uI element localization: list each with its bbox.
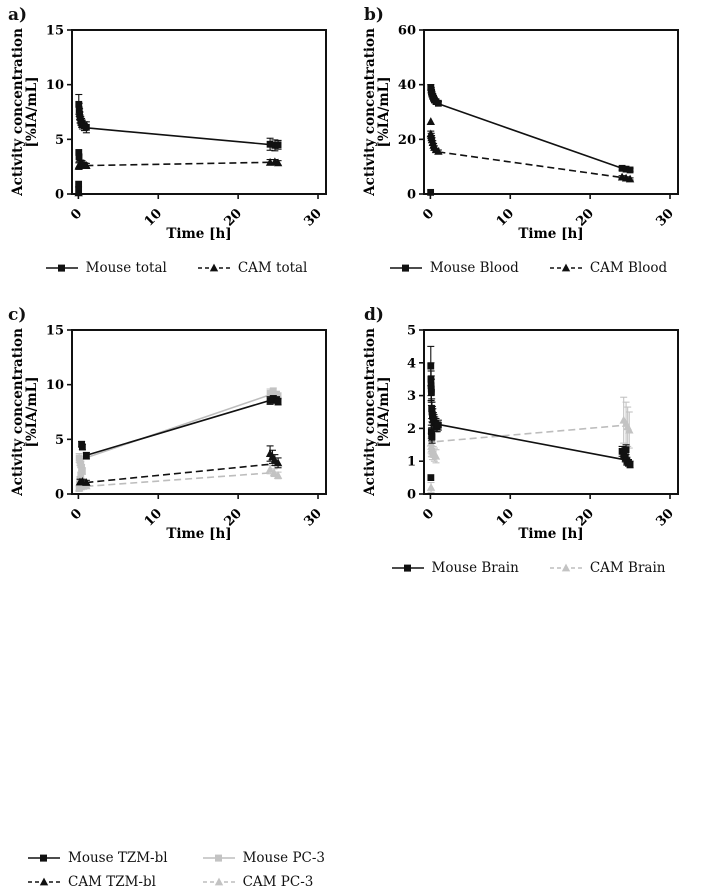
legend-item-mouse-pc-3: [202, 850, 325, 866]
data-point: [623, 446, 630, 453]
dashed-line-triangle-icon: [202, 875, 236, 889]
y-axis-title: Activity concentration[%IA/mL]: [10, 28, 40, 196]
data-point: [435, 100, 442, 107]
data-point: [627, 167, 634, 174]
data-point: [427, 117, 435, 125]
data-point: [83, 452, 90, 459]
y-axis-title: Activity concentration[%IA/mL]: [362, 328, 392, 496]
legend-label: Mouse Brain: [431, 560, 519, 576]
plot-d: [358, 324, 698, 554]
data-point: [427, 474, 434, 481]
y-tick-label: 15: [45, 24, 64, 39]
legend-item-cam-tzm-bl: [27, 874, 168, 890]
x-axis-title: Time [h]: [518, 226, 584, 242]
data-point: [428, 376, 435, 383]
y-tick-label: 5: [406, 324, 416, 339]
x-tick-label: 20: [573, 506, 597, 530]
y-tick-label: 0: [54, 487, 64, 503]
y-tick-label: 3: [406, 389, 416, 405]
plot-frame: [72, 30, 326, 194]
trend-line: [86, 128, 272, 145]
legend-label: Mouse total: [85, 260, 167, 276]
x-tick-label: 10: [493, 206, 518, 230]
x-tick-label: 20: [573, 206, 597, 230]
legend-label: Mouse TZM-bl: [68, 850, 168, 866]
solid-line-square-icon: [27, 851, 61, 865]
series-mouse-blood: [427, 84, 633, 196]
legend-label: CAM total: [237, 260, 308, 276]
x-tick-label: 0: [68, 206, 86, 224]
x-tick-label: 30: [653, 206, 677, 230]
legend-item-cam-brain: [549, 560, 666, 576]
solid-line-square-icon: [45, 261, 79, 275]
dashed-line-triangle-icon: [27, 875, 61, 889]
legend-label: CAM TZM-bl: [68, 874, 156, 890]
x-tick-label: 0: [420, 506, 438, 524]
y-tick-label: 60: [397, 24, 416, 39]
y-tick-label: 10: [45, 78, 64, 94]
dashed-line-triangle-icon: [197, 261, 231, 275]
panel-label-b: b): [364, 5, 384, 25]
solid-line-square-icon: [389, 261, 423, 275]
y-tick-label: 1: [406, 454, 416, 470]
panel-label-a: a): [8, 5, 28, 25]
series-mouse-pc-3: [76, 388, 282, 492]
data-point: [627, 461, 634, 468]
legend-b: [352, 260, 704, 276]
panel-d: [352, 300, 704, 605]
legend-item-mouse-blood: [389, 260, 519, 276]
legend-c: [30, 850, 326, 890]
x-tick-label: 30: [301, 506, 325, 530]
legend-item-mouse-brain: [391, 560, 519, 576]
legend-label: CAM PC-3: [242, 874, 314, 890]
panel-a: [0, 0, 352, 300]
x-tick-label: 30: [653, 506, 677, 530]
y-tick-label: 20: [397, 132, 416, 148]
data-point: [275, 141, 282, 148]
y-tick-label: 0: [406, 187, 416, 203]
panel-c: [0, 300, 352, 890]
dashed-line-triangle-icon: [549, 561, 583, 575]
trend-line: [438, 152, 624, 178]
trend-line: [86, 162, 272, 165]
y-tick-label: 40: [397, 78, 416, 94]
legend-a: [0, 260, 352, 276]
plot-b: [358, 24, 698, 254]
data-point: [275, 398, 282, 405]
y-tick-label: 0: [54, 187, 64, 203]
trend-line: [438, 424, 623, 459]
y-tick-label: 10: [45, 378, 64, 394]
panel-label-d: d): [364, 305, 384, 325]
x-tick-label: 0: [420, 206, 438, 224]
series-mouse-brain: [427, 346, 633, 481]
legend-label: Mouse PC-3: [242, 850, 326, 866]
legend-item-mouse-total: [45, 260, 167, 276]
y-tick-label: 0: [406, 487, 416, 503]
y-tick-label: 2: [406, 421, 416, 437]
series-cam-brain: [427, 397, 634, 492]
x-axis-title: Time [h]: [166, 526, 232, 542]
data-point: [428, 389, 435, 396]
panel-label-c: c): [8, 305, 27, 325]
x-tick-label: 10: [141, 206, 166, 230]
trend-line: [438, 104, 624, 169]
series-cam-total: [74, 157, 282, 196]
legend-item-cam-pc-3: [202, 874, 325, 890]
solid-line-square-icon: [202, 851, 236, 865]
x-tick-label: 20: [221, 506, 245, 530]
plot-a: [6, 24, 346, 254]
data-point: [83, 124, 90, 131]
legend-label: CAM Blood: [589, 260, 668, 276]
solid-line-square-icon: [391, 561, 425, 575]
legend-label: CAM Brain: [589, 560, 666, 576]
data-point: [427, 363, 434, 370]
dashed-line-triangle-icon: [549, 261, 583, 275]
legend-item-cam-blood: [549, 260, 667, 276]
x-tick-label: 10: [493, 506, 518, 530]
plot-frame: [72, 330, 326, 494]
plot-frame: [424, 330, 678, 494]
data-point: [429, 433, 436, 440]
y-axis-title: Activity concentration[%IA/mL]: [362, 28, 392, 196]
trend-line: [437, 425, 626, 441]
trend-line: [82, 393, 274, 459]
series-cam-pc-3: [75, 465, 282, 491]
data-point: [427, 483, 435, 491]
series-cam-blood: [427, 117, 635, 182]
legend-item-cam-total: [197, 260, 308, 276]
y-tick-label: 5: [54, 432, 64, 448]
y-tick-label: 4: [406, 356, 416, 372]
x-axis-title: Time [h]: [166, 226, 232, 242]
x-tick-label: 30: [301, 206, 325, 230]
plot-c: [6, 324, 346, 554]
y-axis-title: Activity concentration[%IA/mL]: [10, 328, 40, 496]
data-point: [435, 422, 442, 429]
series-mouse-total: [75, 95, 281, 194]
data-point: [79, 444, 86, 451]
x-tick-label: 0: [68, 506, 86, 524]
data-point: [76, 153, 83, 160]
legend-item-mouse-tzm-bl: [27, 850, 168, 866]
x-tick-label: 20: [221, 206, 245, 230]
y-tick-label: 5: [54, 132, 64, 148]
y-tick-label: 15: [45, 324, 64, 339]
trend-line: [85, 399, 274, 455]
panel-b: [352, 0, 704, 300]
x-tick-label: 10: [141, 506, 166, 530]
x-axis-title: Time [h]: [518, 526, 584, 542]
legend-d: [352, 560, 704, 576]
legend-label: Mouse Blood: [429, 260, 519, 276]
data-point: [427, 189, 434, 196]
